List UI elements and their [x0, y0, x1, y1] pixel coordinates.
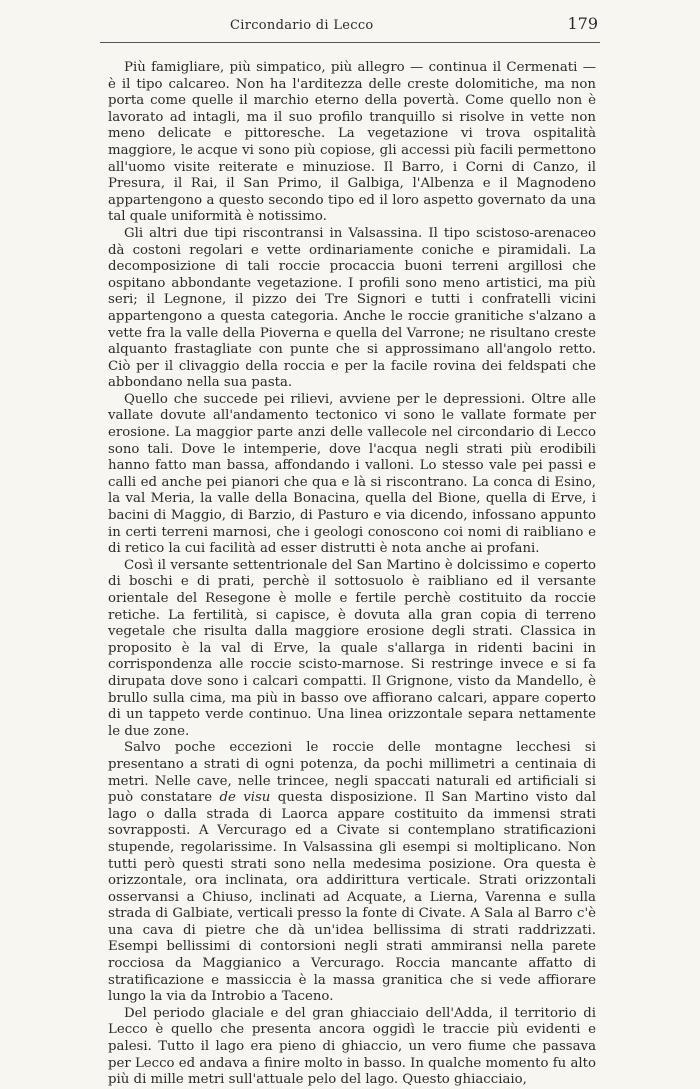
running-title: Circondario di Lecco [230, 18, 374, 33]
paragraph: Gli altri due tipi riscontransi in Valsassina. Il tipo scistoso-arenaceo dà costoni regolari e vette ordinariamente coniche e piramidali. La decomposizione di tali roccie procaccia buoni terreni argillosi che ospitano abbondante vegetazione. I profili sono meno artistici, ma più seri; il Legnone, il pizzo dei Tre Signori e tutti i confratelli vicini appartengono a questa categoria. Anche le roccie granitiche s'alzano a vette fra la valle della Pioverna e quella del Varrone; ne risultano creste alquanto frastagliate con punte che si approssimano all'angolo retto. Ciò per il clivaggio della roccia e per la facile rovina dei feldspati che abbondano nella sua pasta. [108, 225, 596, 391]
paragraph: Così il versante settentrionale del San Martino è dolcissimo e coperto di boschi e di prati, perchè il sottosuolo è raibliano ed il versante orientale del Resegone è molle e fertile perchè costituito da roccie retiche. La fertilità, si capisce, è dovuta alla gran copia di terreno vegetale che risulta dalla maggiore erosione degli strati. Classica in proposito è la val di Erve, la quale s'allarga in ridenti bacini in corrispondenza alle roccie scisto-marnose. Si restringe invece e si fa dirupata dove sono i calcari compatti. Il Grignone, visto da Mandello, è brullo sulla cima, ma più in basso ove affiorano calcari, appare coperto di un tappeto verde continuo. Una linea orizzontale separa nettamente le due zone. [108, 557, 596, 739]
paragraph: Del periodo glaciale e del gran ghiacciaio dell'Adda, il territorio di Lecco è quello che presenta ancora oggidì le traccie più evidenti e palesi. Tutto il lago era pieno di ghiaccio, un vero fiume che passava per Lecco ed andava a finire molto in basso. In qualche momento fu alto più di mille metri sull'attuale pelo del lago. Questo ghiacciaio, [108, 1005, 596, 1088]
header-rule [100, 42, 600, 43]
page-number: 179 [567, 14, 598, 33]
paragraph: Quello che succede pei rilievi, avviene per le depressioni. Oltre alle vallate dovute all'andamento tectonico vi sono le vallate formate per erosione. La maggior parte anzi delle vallecole nel circondario di Lecco sono tali. Dove le intemperie, dove l'acqua negli strati più erodibili hanno fatto man bassa, affondando i valloni. Lo stesso vale pei passi e calli ed anche pei pianori che qua e là si riscontrano. La conca di Esino, la val Meria, la valle della Bonacina, quella del Bione, quella di Erve, i bacini di Maggio, di Barzio, di Pasturo e via dicendo, infossano appunto in certi terreni marnosi, che i geologi conoscono coi nomi di raibliano e di retico la cui facilità ad esser distrutti è nota anche ai profani. [108, 391, 596, 557]
italic-phrase: de visu [219, 790, 271, 806]
page-header [100, 14, 600, 42]
body-text [108, 60, 596, 1089]
paragraph: Salvo poche eccezioni le roccie delle montagne lecchesi si presentano a strati di ogni potenza, da pochi millimetri a centinaia di metri. Nelle cave, nelle trincee, negli spaccati naturali ed artificiali si può constatare de visu questa disposizione. Il San Martino visto dal lago o dalla strada di Laorca appare costituito da immensi strati sovrapposti. A Vercurago ed a Civate si contemplano stratificazioni stupende, regolarissime. In Valsassina gli esempi si moltiplicano. Non tutti però questi strati sono nella medesima posizione. Ora questa è orizzontale, ora inclinata, ora addirittura verticale. Strati orizzontali osservansi a Chiuso, inclinati ad Acquate, a Lierna, Varenna e sulla strada di Galbiate, verticali presso la fonte di Civate. A Sala al Barro c'è una cava di pietre che dà un'idea bellissima di strati raddrizzati. Esempi bellissimi di contorsioni negli strati ammiransi nella parete rocciosa da Maggianico a Vercurago. Roccia mancante affatto di stratificazione e massiccia è la massa granitica che si vede affiorare lungo la via da Introbio a Taceno. [108, 740, 596, 1005]
paragraph: Più famigliare, più simpatico, più allegro — continua il Cermenati — è il tipo calcareo. Non ha l'arditezza delle creste dolomitiche, ma non porta come quelle il marchio eterno della povertà. Come quello non è lavorato ad intagli, ma il suo profilo tranquillo si risolve in vette non meno delicate e pittoresche. La vegetazione vi trova ospitalità maggiore, le acque vi sono più copiose, gli accessi più facili permettono all'uomo visite reiterate e minuziose. Il Barro, i Corni di Canzo, il Presura, il Rai, il San Primo, il Galbiga, l'Albenza e il Magnodeno appartengono a questo secondo tipo ed il loro aspetto governato da una tal quale uniformità è notissimo. [108, 60, 596, 225]
